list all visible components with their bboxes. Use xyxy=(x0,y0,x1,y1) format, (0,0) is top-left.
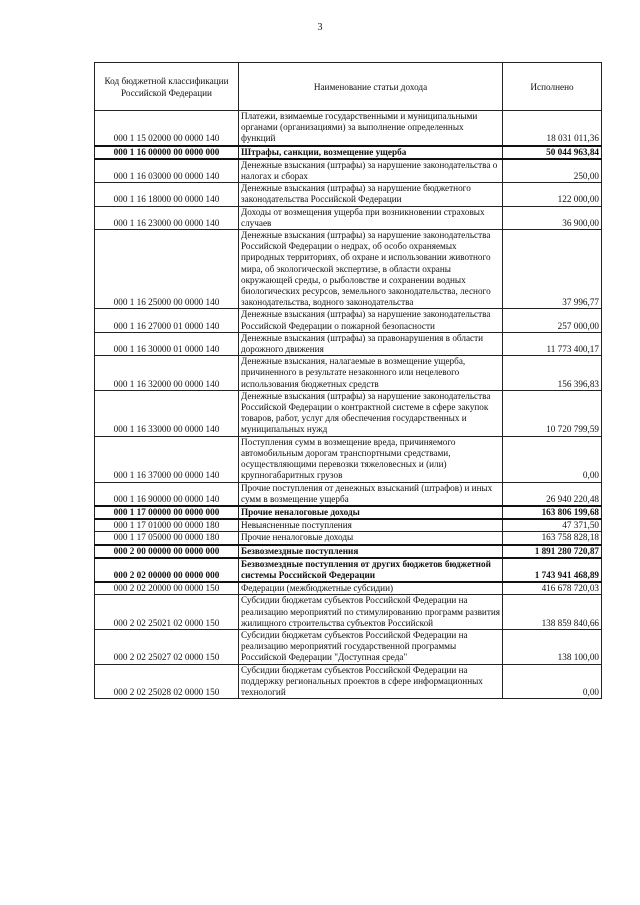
row-amount: 0,00 xyxy=(503,436,602,482)
table-row xyxy=(95,558,602,582)
row-amount: 26 940 220,48 xyxy=(503,482,602,506)
table-row xyxy=(95,482,602,506)
row-code: 000 1 16 33000 00 0000 140 xyxy=(95,390,239,436)
table-row xyxy=(95,111,602,146)
row-amount: 37 996,77 xyxy=(503,230,602,309)
table-row xyxy=(95,230,602,309)
row-name: Безвозмездные поступления от других бюджетов бюджетной системы Российской Федерации xyxy=(239,558,503,582)
table-row xyxy=(95,519,602,532)
row-amount: 1 743 941 468,89 xyxy=(503,558,602,582)
table-row xyxy=(95,390,602,436)
row-code: 000 2 02 20000 00 0000 150 xyxy=(95,582,239,595)
row-code: 000 1 15 02000 00 0000 140 xyxy=(95,111,239,146)
row-name: Денежные взыскания (штрафы) за нарушение законодательства Российской Федерации о контрактной системе в сфере закупок товаров, работ, услуг для обеспечения государственных и муниципальных нужд xyxy=(239,390,503,436)
row-name: Денежные взыскания (штрафы) за нарушение законодательства о налогах и сборах xyxy=(239,159,503,183)
row-code: 000 1 17 01000 00 0000 180 xyxy=(95,519,239,532)
table-row xyxy=(95,595,602,630)
row-amount: 47 371,50 xyxy=(503,519,602,532)
row-amount: 163 806 199,68 xyxy=(503,506,602,519)
row-name: Платежи, взимаемые государственными и муниципальными органами (организациями) за выполнение определенных функций xyxy=(239,111,503,146)
row-code: 000 1 16 23000 00 0000 140 xyxy=(95,206,239,229)
table-row xyxy=(95,183,602,206)
row-code: 000 1 16 32000 00 0000 140 xyxy=(95,356,239,391)
row-name: Невыясненные поступления xyxy=(239,519,503,532)
table-row xyxy=(95,146,602,159)
row-code: 000 1 16 27000 01 0000 140 xyxy=(95,309,239,332)
row-code: 000 1 16 03000 00 0000 140 xyxy=(95,159,239,183)
row-amount: 50 044 963,84 xyxy=(503,146,602,159)
row-name: Субсидии бюджетам субъектов Российской Федерации на поддержку региональных проектов в сфере информационных технологий xyxy=(239,664,503,699)
row-amount: 138 100,00 xyxy=(503,629,602,664)
row-code: 000 1 17 00000 00 0000 000 xyxy=(95,506,239,519)
row-code: 000 1 17 05000 00 0000 180 xyxy=(95,532,239,545)
header-name: Наименование статьи дохода xyxy=(239,63,503,111)
table-row xyxy=(95,506,602,519)
row-amount: 416 678 720,03 xyxy=(503,582,602,595)
row-code: 000 2 02 25028 02 0000 150 xyxy=(95,664,239,699)
row-code: 000 2 00 00000 00 0000 000 xyxy=(95,545,239,558)
row-code: 000 1 16 90000 00 0000 140 xyxy=(95,482,239,506)
row-code: 000 1 16 18000 00 0000 140 xyxy=(95,183,239,206)
row-amount: 1 891 280 720,87 xyxy=(503,545,602,558)
row-name: Федерации (межбюджетные субсидии) xyxy=(239,582,503,595)
row-code: 000 2 02 25021 02 0000 150 xyxy=(95,595,239,630)
table-row xyxy=(95,159,602,183)
row-name: Субсидии бюджетам субъектов Российской Федерации на реализацию мероприятий государственной программы Российской Федерации "Доступная среда" xyxy=(239,629,503,664)
row-code: 000 1 16 30000 01 0000 140 xyxy=(95,332,239,355)
revenue-table xyxy=(94,62,602,699)
row-name: Прочие неналоговые доходы xyxy=(239,506,503,519)
table-row xyxy=(95,532,602,545)
row-code: 000 2 02 25027 02 0000 150 xyxy=(95,629,239,664)
row-amount: 257 000,00 xyxy=(503,309,602,332)
row-name: Денежные взыскания (штрафы) за правонарушения в области дорожного движения xyxy=(239,332,503,355)
row-code: 000 1 16 37000 00 0000 140 xyxy=(95,436,239,482)
row-name: Денежные взыскания (штрафы) за нарушение законодательства Российской Федерации о недрах, об особо охраняемых природных территориях, об охране и использовании животного мира, об экологической экспертизе, в области охраны окружающей среды, о рыболовстве и сохранении водных биологических ресурсов, земельного законодательства, лесного законодательства, водного законодательства xyxy=(239,230,503,309)
table-row xyxy=(95,206,602,229)
table-row xyxy=(95,436,602,482)
table-row xyxy=(95,356,602,391)
table-row xyxy=(95,582,602,595)
row-amount: 156 396,83 xyxy=(503,356,602,391)
table-row xyxy=(95,664,602,699)
header-amount: Исполнено xyxy=(503,63,602,111)
row-name: Поступления сумм в возмещение вреда, причиняемого автомобильным дорогам транспортными средствами, осуществляющими перевозки тяжеловесных и (или) крупногабаритных грузов xyxy=(239,436,503,482)
row-name: Доходы от возмещения ущерба при возникновении страховых случаев xyxy=(239,206,503,229)
row-amount: 163 758 828,18 xyxy=(503,532,602,545)
row-name: Прочие поступления от денежных взысканий (штрафов) и иных сумм в возмещение ущерба xyxy=(239,482,503,506)
row-name: Штрафы, санкции, возмещение ущерба xyxy=(239,146,503,159)
table-row xyxy=(95,629,602,664)
row-code: 000 1 16 00000 00 0000 000 xyxy=(95,146,239,159)
table-header-row xyxy=(95,63,602,111)
row-code: 000 2 02 00000 00 0000 000 xyxy=(95,558,239,582)
row-amount: 11 773 400,17 xyxy=(503,332,602,355)
row-name: Денежные взыскания (штрафы) за нарушение бюджетного законодательства Российской Федерации xyxy=(239,183,503,206)
row-name: Денежные взыскания, налагаемые в возмещение ущерба, причиненного в результате незаконного или нецелевого использования бюджетных средств xyxy=(239,356,503,391)
row-amount: 138 859 840,66 xyxy=(503,595,602,630)
row-code: 000 1 16 25000 00 0000 140 xyxy=(95,230,239,309)
row-name: Денежные взыскания (штрафы) за нарушение законодательства Российской Федерации о пожарной безопасности xyxy=(239,309,503,332)
row-name: Безвозмездные поступления xyxy=(239,545,503,558)
row-amount: 18 031 011,36 xyxy=(503,111,602,146)
table-row xyxy=(95,309,602,332)
header-code: Код бюджетной классификации Российской Федерации xyxy=(95,63,239,111)
table-row xyxy=(95,332,602,355)
row-name: Прочие неналоговые доходы xyxy=(239,532,503,545)
row-amount: 10 720 799,59 xyxy=(503,390,602,436)
row-amount: 122 000,00 xyxy=(503,183,602,206)
page-number: 3 xyxy=(317,22,323,33)
row-amount: 36 900,00 xyxy=(503,206,602,229)
row-amount: 250,00 xyxy=(503,159,602,183)
table-row xyxy=(95,545,602,558)
row-amount: 0,00 xyxy=(503,664,602,699)
row-name: Субсидии бюджетам субъектов Российской Федерации на реализацию мероприятий по стимулированию программ развития жилищного строительства субъектов Российской xyxy=(239,595,503,630)
